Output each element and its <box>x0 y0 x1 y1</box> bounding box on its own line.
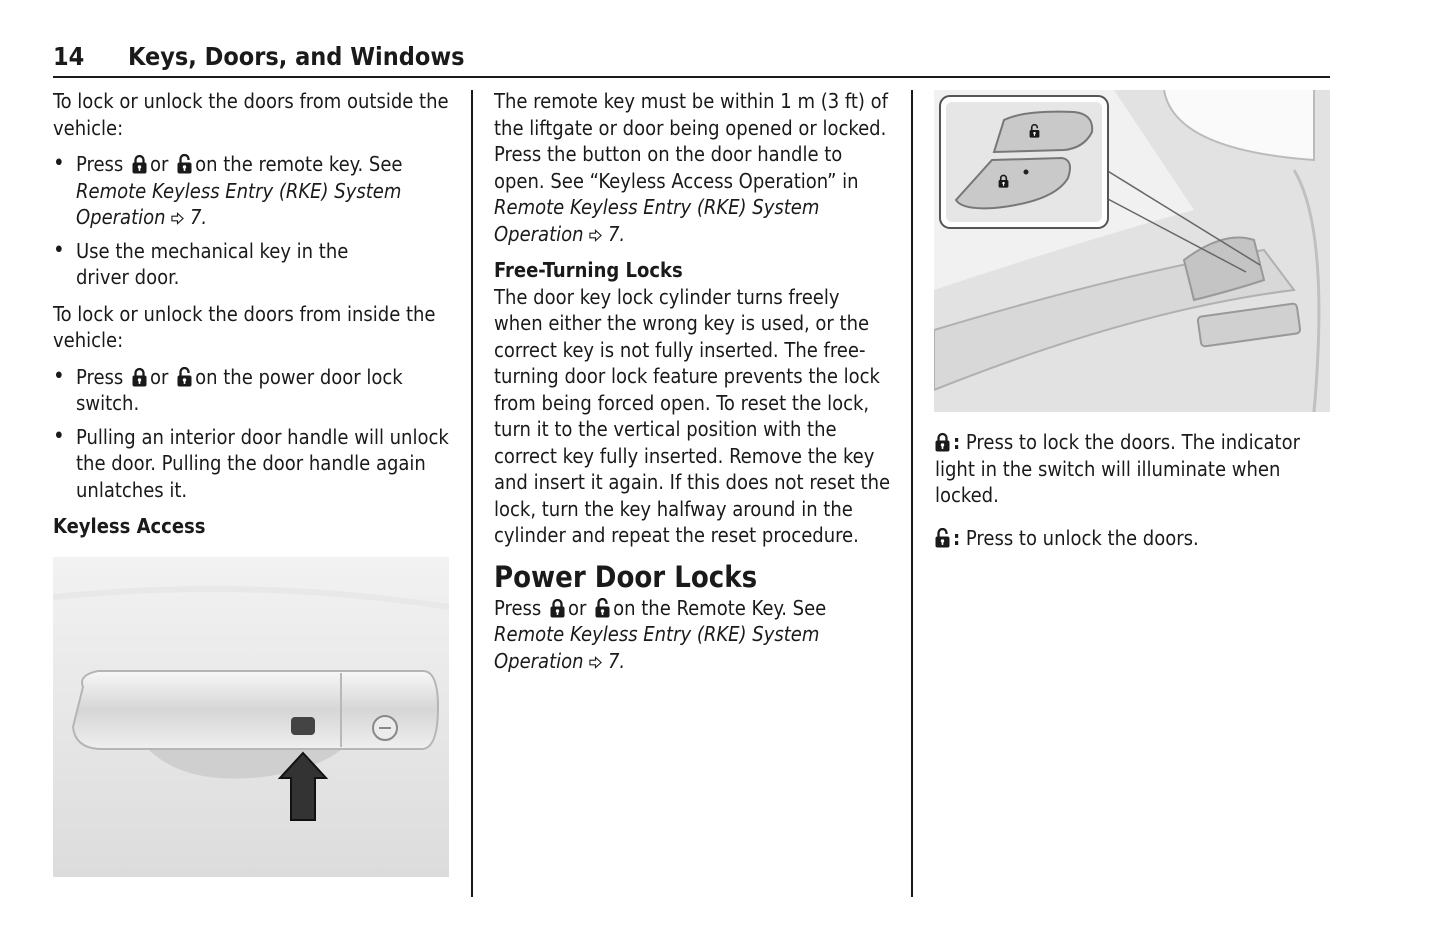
column-divider <box>471 90 473 897</box>
list-item: • Pulling an interior door handle will unlock the door. Pulling the door handle again unlatches it. <box>53 424 458 504</box>
page-ref[interactable]: 7. <box>189 205 208 229</box>
unlock-description: : Press to unlock the doors. <box>935 525 1330 552</box>
lock-icon <box>132 367 147 387</box>
column-divider <box>911 90 913 897</box>
lock-icon <box>935 432 950 452</box>
keyless-access-heading: Keyless Access <box>53 514 206 538</box>
lock-description: : Press to lock the doors. The indicator light in the switch will illuminate when locked. <box>935 430 1300 507</box>
section-title: Keys, Doors, and Windows <box>128 42 465 71</box>
page-reference-arrow-icon <box>589 656 602 669</box>
outside-bullet-list <box>53 151 458 291</box>
intro-outside: To lock or unlock the doors from outside the vehicle: <box>53 89 449 140</box>
page-ref[interactable]: 7. <box>607 648 626 673</box>
page-reference-arrow-icon <box>589 229 602 242</box>
unlock-icon <box>595 598 610 618</box>
intro-inside: To lock or unlock the doors from inside the vehicle: <box>53 301 436 352</box>
free-turning-paragraph: The door key lock cylinder turns freely when either the wrong key is used, or the correct key is not fully inserted. The free-turning door lock feature prevents the lock from being forced open. To reset the lock, turn it to the vertical position with the correct key fully inserted. Remove the key and insert it again. If this does not reset the lock, turn the key halfway around in the cylinder and repeat the reset procedure. <box>494 284 891 547</box>
free-turning-heading: Free-Turning Locks <box>494 258 683 282</box>
list-item: • Press or on the power door lock switch. <box>53 364 458 417</box>
lock-icon <box>550 598 565 618</box>
page-reference-arrow-icon <box>171 212 184 225</box>
page-ref[interactable]: 7. <box>607 221 626 246</box>
page-header <box>53 40 1330 78</box>
cross-reference-link[interactable]: Remote Keyless Entry (RKE) System Operation <box>76 178 402 229</box>
unlock-icon <box>177 367 192 387</box>
unlock-icon <box>935 528 950 548</box>
power-door-locks-heading: Power Door Locks <box>494 559 758 594</box>
power-door-lock-switch-illustration <box>934 90 1330 412</box>
list-item: • Use the mechanical key in the driver door. <box>53 238 458 291</box>
column-2 <box>494 88 892 684</box>
column-1 <box>53 88 458 540</box>
lock-icon <box>132 154 147 174</box>
unlock-icon <box>177 154 192 174</box>
cross-reference-link[interactable]: Remote Keyless Entry (RKE) System Operation <box>494 195 820 246</box>
list-item: • Press or on the remote key. See Remote Keyless Entry (RKE) System Operation 7. <box>53 151 458 231</box>
door-handle-illustration <box>53 557 449 877</box>
column-3 <box>935 429 1330 561</box>
page-number: 14 <box>53 42 85 71</box>
inside-bullet-list <box>53 364 458 504</box>
cross-reference-link[interactable]: Remote Keyless Entry (RKE) System Operation <box>494 622 820 673</box>
power-door-locks-paragraph: Press or on the Remote Key. See Remote Keyless Entry (RKE) System Operation 7. <box>494 595 827 673</box>
remote-range-paragraph: The remote key must be within 1 m (3 ft) of the liftgate or door being opened or locked. Press the button on the door handle to open. See “Keyless Access Operation” in Remote Keyless Entry (RKE) System Operation 7. <box>494 89 888 246</box>
